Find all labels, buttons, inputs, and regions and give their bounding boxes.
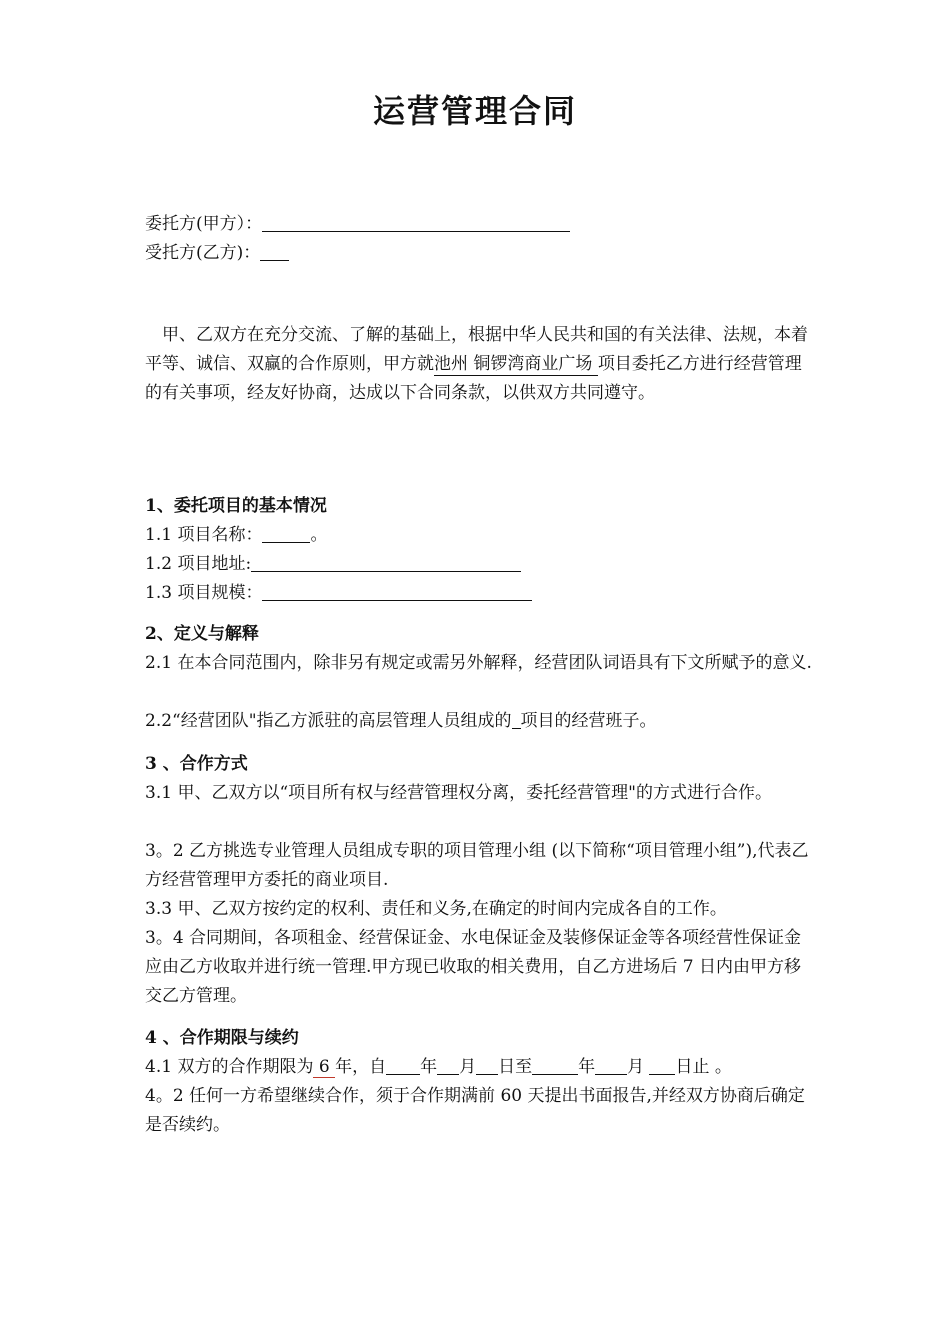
- party-a-line: [145, 210, 570, 239]
- section-2-heading: 2、定义与解释: [145, 624, 259, 644]
- intro-text-1: 甲、乙双方在充分交流、了解的基础上，根据中华人民共和国的有关法律、法规，本着平等、诚信、双赢的合作原则，甲方就: [145, 325, 808, 374]
- project-name-filled: 池州 铜锣湾商业广场: [434, 354, 598, 374]
- start-month-blank: [437, 1054, 459, 1075]
- term-years-value: 6: [313, 1057, 336, 1077]
- party-b-line: [145, 239, 289, 268]
- party-a-blank: [262, 211, 570, 232]
- item-4-1: [145, 1053, 732, 1082]
- project-name-blank: [262, 522, 310, 543]
- party-b-label: 受托方(乙方)：: [145, 243, 261, 263]
- item-2-2: [145, 707, 657, 736]
- party-b-blank: [260, 240, 289, 261]
- item-1-1-label: 1.1 项目名称：: [145, 525, 263, 545]
- item-1-1: [145, 521, 327, 550]
- end-label: 日至: [498, 1057, 533, 1077]
- intro-text-2: 项目委托乙方进行经营管理的有关事项，经友好协商，达成以下合同条款，以供双方共同遵守。: [145, 354, 802, 403]
- start-year-blank: [386, 1054, 420, 1075]
- item-3-4: 3。4 合同期间，各项租金、经营保证金、水电保证金及装修保证金等各项经营性保证金应由乙方收取并进行统一管理.甲方现已收取的相关费用，自乙方进场后 7 日内由甲方移交乙方管理。: [145, 928, 802, 1006]
- section-4-heading: 4 、合作期限与续约: [145, 1028, 299, 1048]
- project-scale-blank: [262, 580, 532, 601]
- item-3-3: 3.3 甲、乙双方按约定的权利、责任和义务,在确定的时间内完成各自的工作。: [145, 899, 727, 919]
- item-1-1-end: 。: [310, 525, 328, 545]
- item-3-1: 3.1 甲、乙双方以“项目所有权与经营管理权分离，委托经营管理"的方式进行合作。: [145, 783, 772, 803]
- item-1-3: [145, 579, 532, 608]
- start-day-blank: [476, 1054, 498, 1075]
- document-title: 运营管理合同: [372, 92, 577, 130]
- end-day-blank: [649, 1054, 675, 1075]
- start-month-label: 月: [459, 1057, 477, 1077]
- start-year-label: 年: [420, 1057, 438, 1077]
- item-2-1: 2.1 在本合同范围内，除非另有规定或需另外解释，经营团队词语具有下文所赋予的意义.: [145, 653, 812, 673]
- term-from-label: 年，自: [335, 1057, 387, 1077]
- item-1-2: [145, 550, 521, 579]
- section-3-heading: 3 、合作方式: [145, 754, 248, 774]
- end-month-blank: [595, 1054, 627, 1075]
- project-address-blank: [251, 551, 521, 572]
- end-day-label: 日止 。: [675, 1057, 732, 1077]
- party-a-label: 委托方(甲方）：: [145, 214, 263, 234]
- item-3-2: 3。2 乙方挑选专业管理人员组成专职的项目管理小组 (以下简称“项目管理小组”),代表乙方经营管理甲方委托的商业项目.: [145, 841, 809, 890]
- intro-paragraph: [145, 321, 813, 408]
- team-project-blank: [512, 708, 521, 729]
- section-1-heading: 1、委托项目的基本情况: [145, 496, 327, 516]
- item-1-3-label: 1.3 项目规模：: [145, 583, 263, 603]
- end-month-label: 月: [627, 1057, 650, 1077]
- end-year-label: 年: [578, 1057, 596, 1077]
- item-4-2: 4。2 任何一方希望继续合作，须于合作期满前 60 天提出书面报告,并经双方协商后确定是否续约。: [145, 1086, 805, 1135]
- end-year-blank: [532, 1054, 578, 1075]
- item-2-2-text-1: 2.2“经营团队"指乙方派驻的高层管理人员组成的: [145, 711, 512, 731]
- term-text: 4.1 双方的合作期限为: [145, 1057, 314, 1077]
- item-2-2-text-2: 项目的经营班子。: [520, 711, 657, 731]
- item-1-2-label: 1.2 项目地址:: [145, 554, 252, 574]
